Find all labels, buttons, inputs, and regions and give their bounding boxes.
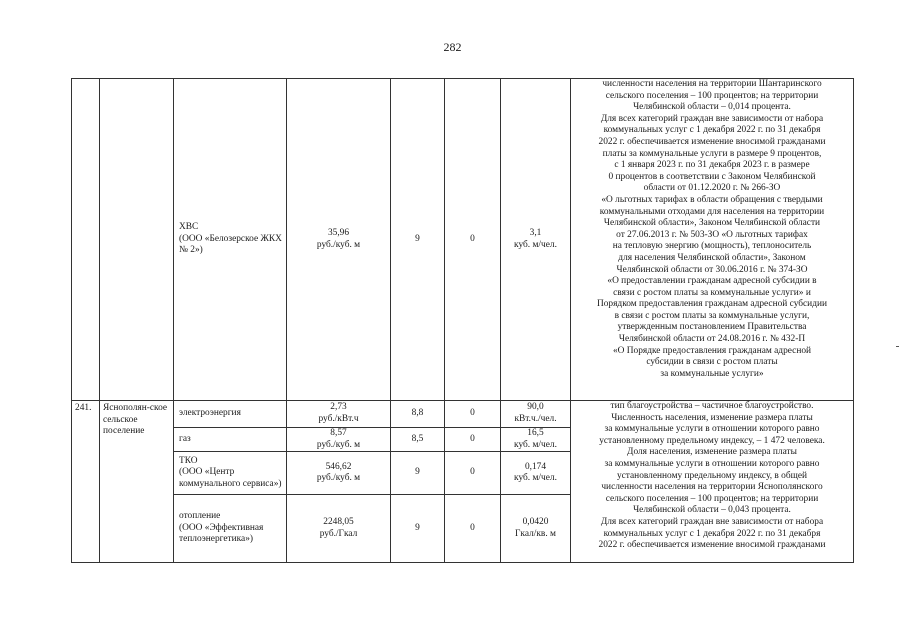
- table-row: [72, 79, 854, 401]
- page-number: 282: [443, 40, 462, 54]
- volume-cell: 16,5 куб. м/чел.: [501, 428, 571, 452]
- table-row: [72, 401, 854, 428]
- service-cell: ХВС (ООО «Белозерское ЖКХ № 2»): [174, 79, 287, 401]
- service-cell: ТКО (ООО «Центр коммунального сервиса»): [174, 452, 287, 495]
- index-cell: 9: [391, 79, 445, 401]
- volume-cell: 90,0 кВт.ч./чел.: [501, 401, 571, 428]
- volume-cell: 0,174 куб. м/чел.: [501, 452, 571, 495]
- growth-cell: 0: [445, 495, 501, 563]
- growth-cell: 0: [445, 401, 501, 428]
- note-cell: численности населения на территории Шантаринского сельского поселения – 100 процентов; на территории Челябинской области – 0,014 процента. Для всех категорий граждан вне зависимости от набора коммунальных услуг с 1 декабря 2022 г. по 31 декабря 2022 г. обеспечивается изменение вносимой гражданами платы за коммунальные услуги в размере 9 процентов, с 1 января 2023 г. по 31 декабря 2023 г. в размере 0 процентов в соответствии с Законом Челябинской области от 01.12.2020 г. № 266-ЗО «О льготных тарифах в области обращения с твердыми коммунальными отходами для населения на территории Челябинской области», Законом Челябинской области от 27.06.2013 г. № 503-ЗО «О льготных тарифах на тепловую энергию (мощность), теплоноситель для населения Челябинской области», Законом Челябинской области от 30.06.2016 г. № 374-ЗО «О предоставлении гражданам адресной субсидии в связи с ростом платы за коммунальные услуги» и Порядком предоставления гражданам адресной субсидии в связи с ростом платы за коммунальные услуги, утвержденным постановлением Правительства Челябинской области от 24.08.2016 г. № 432-П «О Порядке предоставления гражданам адресной субсидии в связи с ростом платы за коммунальные услуги»: [571, 79, 854, 401]
- growth-cell: 0: [445, 452, 501, 495]
- tariff-cell: 8,57 руб./куб. м: [287, 428, 391, 452]
- index-cell: 8,8: [391, 401, 445, 428]
- tariff-cell: 546,62 руб./куб. м: [287, 452, 391, 495]
- volume-cell: 0,0420 Гкал/кв. м: [501, 495, 571, 563]
- row-number-cell: 241.: [72, 401, 100, 563]
- volume-cell: 3,1 куб. м/чел.: [501, 79, 571, 401]
- service-cell: электроэнергия: [174, 401, 287, 428]
- growth-cell: 0: [445, 428, 501, 452]
- growth-cell: 0: [445, 79, 501, 401]
- index-cell: 9: [391, 452, 445, 495]
- service-cell: отопление (ООО «Эффективная теплоэнергетика»): [174, 495, 287, 563]
- tariff-cell: 2248,05 руб./Гкал: [287, 495, 391, 563]
- settlement-cell: Яснополян-ское сельское поселение: [100, 401, 174, 563]
- margin-mark: [896, 346, 899, 347]
- tariff-cell: 35,96 руб./куб. м: [287, 79, 391, 401]
- settlement-cell: [100, 79, 174, 401]
- row-number-cell: [72, 79, 100, 401]
- index-cell: 9: [391, 495, 445, 563]
- service-cell: газ: [174, 428, 287, 452]
- index-cell: 8,5: [391, 428, 445, 452]
- note-cell: тип благоустройства – частичное благоустройство. Численность населения, изменение размера платы за коммунальные услуги в отношении которого равно установленному предельному индексу, – 1 472 человека. Доля населения, изменение размера платы за коммунальные услуги в отношении которого равно установленному предельному индексу, в общей численности населения на территории Яснополянского сельского поселения – 100 процентов; на территории Челябинской области – 0,043 процента. Для всех категорий граждан вне зависимости от набора коммунальных услуг с 1 декабря 2022 г. по 31 декабря 2022 г. обеспечивается изменение вносимой гражданами: [571, 401, 854, 563]
- tariff-table: [71, 78, 854, 563]
- tariff-cell: 2,73 руб./кВт.ч: [287, 401, 391, 428]
